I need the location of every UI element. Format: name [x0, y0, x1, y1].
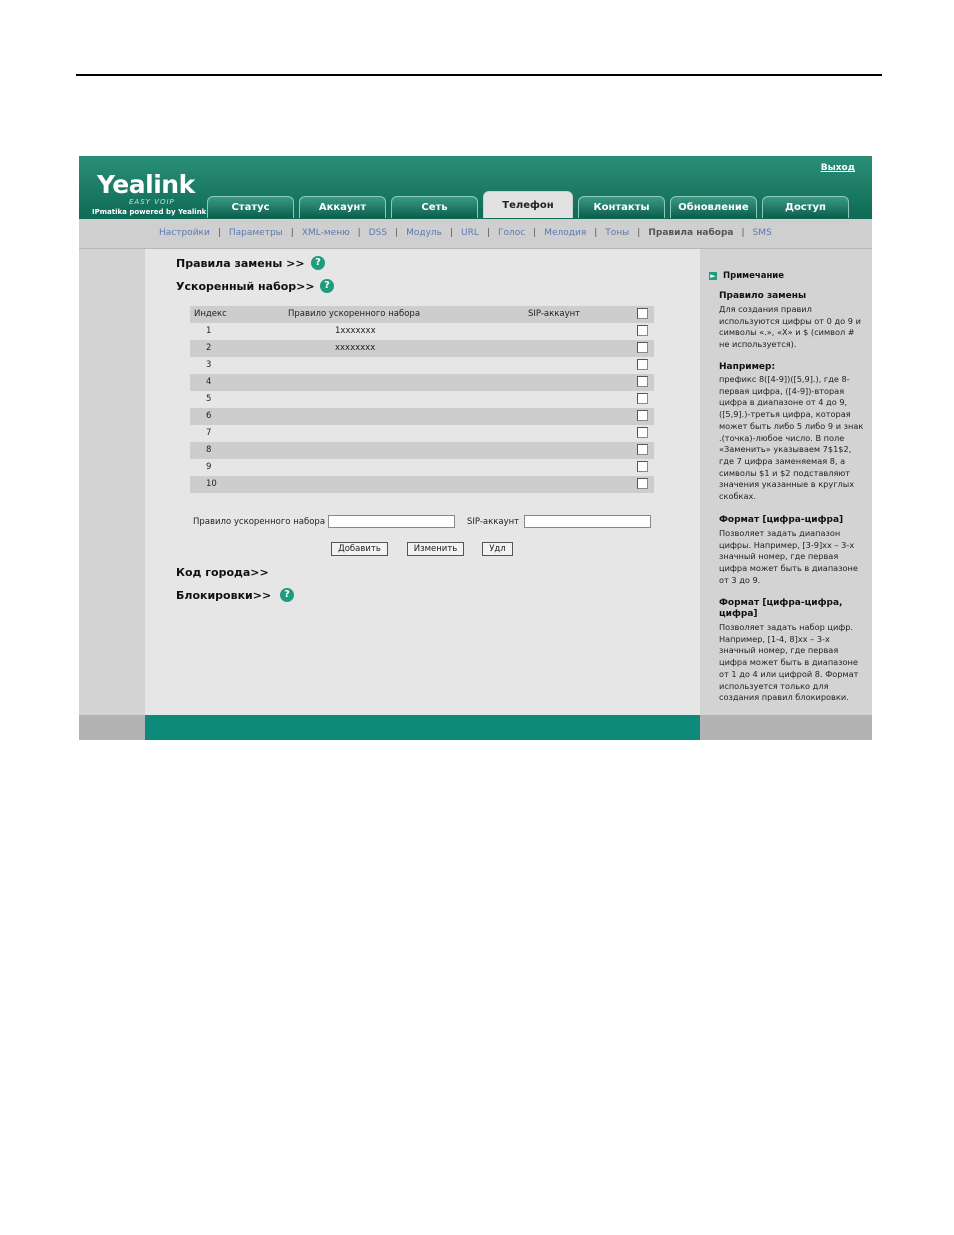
add-button[interactable]: Добавить — [331, 542, 388, 556]
select-all-checkbox[interactable] — [637, 308, 648, 319]
table-row — [190, 425, 654, 442]
header-rule: Правило ускоренного набора — [288, 309, 421, 319]
tab-account[interactable]: Аккаунт — [299, 196, 386, 218]
speed-dial-link[interactable]: Ускоренный набор>> — [176, 280, 315, 293]
tab-network[interactable]: Сеть — [391, 196, 478, 218]
tab-status[interactable]: Статус — [207, 196, 294, 218]
row-index: 5 — [206, 394, 212, 404]
row-index: 10 — [206, 479, 217, 489]
note-text: префикс 8([4-9])([5,9].), где 8-первая цифра, ([4-9])-вторая цифра в диапазоне от 4 до 9, ([5,9].)-третья цифра, которая может быть либо 5 либо 9 и знак .(точка)-любое число. В поле «Заменить» указываем 7$1$2, где 7 цифра заменяемая 8, а символы $1 и $2 подставляют значения указанные в круглых скобках. — [719, 374, 864, 502]
block-link[interactable]: Блокировки>> — [176, 589, 272, 602]
table-row — [190, 459, 654, 476]
edit-button[interactable]: Изменить — [407, 542, 464, 556]
subnav-url[interactable]: URL — [461, 228, 479, 238]
row-rule: xxxxxxxx — [335, 343, 376, 353]
subnav-xml-menu[interactable]: XML-меню — [301, 228, 350, 238]
help-icon[interactable]: ? — [320, 279, 334, 293]
web-ui-window — [79, 156, 872, 740]
main-footer — [145, 715, 700, 740]
table-row — [190, 476, 654, 493]
row-checkbox[interactable] — [637, 427, 648, 438]
logout-link[interactable]: Выход — [820, 163, 855, 173]
table-row — [190, 391, 654, 408]
subnav-dss[interactable]: DSS — [368, 228, 388, 238]
note-title: Правило замены — [719, 291, 807, 301]
right-footer — [700, 715, 872, 740]
row-index: 7 — [206, 428, 212, 438]
subnav-ringtone[interactable]: Мелодия — [544, 228, 587, 238]
area-code-link[interactable]: Код города>> — [176, 566, 269, 579]
row-rule: 1xxxxxxx — [335, 326, 376, 336]
row-checkbox[interactable] — [637, 444, 648, 455]
row-checkbox[interactable] — [637, 478, 648, 489]
row-checkbox[interactable] — [637, 359, 648, 370]
note-text: Позволяет задать диапазон цифры. Например, [3-9]xx – 3-х значный номер, где первая цифра может быть в диапазоне от 3 до 9. — [719, 528, 858, 585]
speed-dial-table — [190, 306, 654, 493]
table-row — [190, 442, 654, 459]
replace-rules-link[interactable]: Правила замены >> — [176, 257, 305, 270]
row-checkbox[interactable] — [637, 342, 648, 353]
note-heading — [709, 271, 784, 281]
subnav-separator: | — [637, 228, 641, 238]
subnav-separator: | — [486, 228, 490, 238]
header-sip: SIP-аккаунт — [528, 309, 581, 319]
subnav-separator: | — [395, 228, 399, 238]
table-row — [190, 408, 654, 425]
subnav-tones[interactable]: Тоны — [605, 228, 630, 238]
help-icon[interactable]: ? — [311, 256, 325, 270]
subnav-parameters[interactable]: Параметры — [228, 228, 283, 238]
subnav-separator: | — [357, 228, 361, 238]
tab-security[interactable]: Доступ — [762, 196, 849, 218]
sip-field-label: SIP-аккаунт — [467, 517, 520, 527]
row-checkbox[interactable] — [637, 410, 648, 421]
row-index: 8 — [206, 445, 212, 455]
tab-contacts[interactable]: Контакты — [578, 196, 665, 218]
subnav-sms[interactable]: SMS — [752, 228, 772, 238]
row-index: 6 — [206, 411, 212, 421]
note-text: Позволяет задать набор цифр. Например, [1-4, 8]xx – 3-х значный номер, где первая цифра может быть в диапазоне от 1 до 4 или цифрой 8. Формат используется только для создания правил блокировки. — [719, 622, 859, 703]
table-row — [190, 340, 654, 357]
table-row — [190, 374, 654, 391]
subnav-module[interactable]: Модуль — [406, 228, 442, 238]
note-title: Формат [цифра-цифра] — [719, 515, 844, 525]
sip-input[interactable] — [524, 515, 651, 528]
tab-upgrade[interactable]: Обновление — [670, 196, 757, 218]
logo-subtitle: IPmatika powered by Yealink — [92, 208, 207, 216]
header-index: Индекс — [194, 309, 227, 319]
delete-button[interactable]: Удл — [482, 542, 513, 556]
main-content — [145, 249, 700, 715]
logo-tagline: EASY VOIP — [129, 198, 175, 206]
subnav-separator: | — [217, 228, 221, 238]
rule-input[interactable] — [328, 515, 455, 528]
arrow-icon: ► — [710, 272, 716, 280]
sub-navigation — [79, 219, 872, 249]
subnav-separator: | — [450, 228, 454, 238]
subnav-separator: | — [533, 228, 537, 238]
header-bar — [79, 156, 872, 219]
row-checkbox[interactable] — [637, 461, 648, 472]
subnav-voice[interactable]: Голос — [497, 228, 526, 238]
left-footer — [79, 715, 145, 740]
subnav-dial-plan[interactable]: Правила набора — [648, 228, 734, 238]
subnav-separator: | — [594, 228, 598, 238]
table-row — [190, 357, 654, 374]
subnav-separator: | — [290, 228, 294, 238]
row-index: 3 — [206, 360, 212, 370]
logo-text: Yealink — [97, 170, 195, 199]
subnav-separator: | — [741, 228, 745, 238]
rule-field-label: Правило ускоренного набора — [193, 517, 326, 527]
logo — [79, 156, 209, 219]
main-tabs — [207, 192, 854, 219]
row-index: 1 — [206, 326, 212, 336]
note-title: Например: — [719, 362, 776, 372]
note-title: Формат [цифра-цифра, цифра] — [719, 598, 843, 619]
row-index: 4 — [206, 377, 212, 387]
table-header-row — [190, 306, 654, 323]
page-top-rule — [76, 74, 882, 76]
note-panel — [700, 249, 872, 715]
tab-phone[interactable]: Телефон — [483, 191, 573, 218]
note-heading-text: Примечание — [723, 271, 785, 281]
help-icon[interactable]: ? — [280, 588, 294, 602]
row-checkbox[interactable] — [637, 376, 648, 387]
row-index: 2 — [206, 343, 212, 353]
note-text: Для создания правил используются цифры от 0 до 9 и символы «.», «X» и $ (символ # не используется). — [719, 304, 861, 350]
left-column — [79, 249, 145, 715]
row-checkbox[interactable] — [637, 393, 648, 404]
table-row — [190, 323, 654, 340]
row-checkbox[interactable] — [637, 325, 648, 336]
subnav-settings[interactable]: Настройки — [159, 228, 210, 238]
row-index: 9 — [206, 462, 212, 472]
